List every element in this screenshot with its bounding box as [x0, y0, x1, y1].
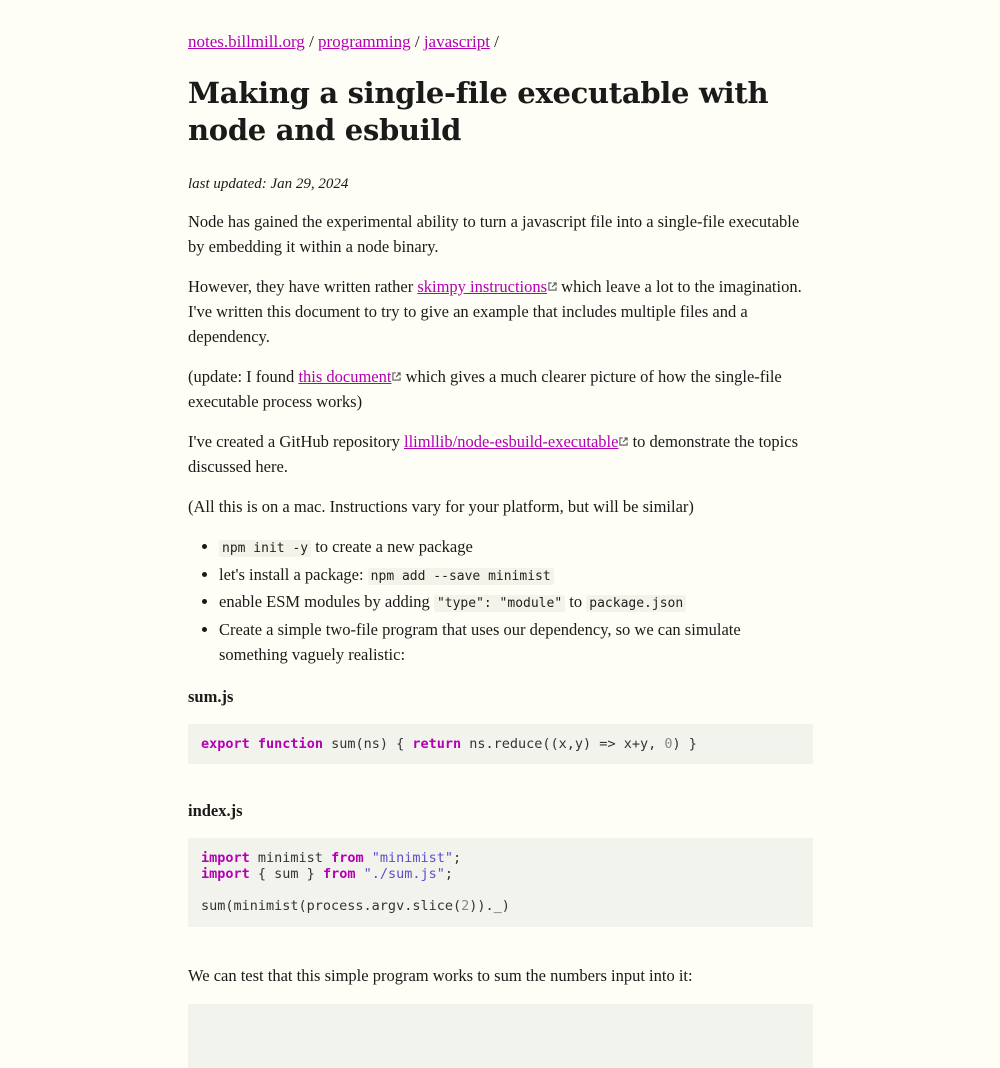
list-item-text: to create a new package — [311, 537, 473, 556]
page-title: Making a single-file executable with node and esbuild — [188, 76, 769, 147]
list-item — [219, 589, 813, 617]
breadcrumb-separator: / — [494, 32, 499, 51]
paragraph-intro: Node has gained the experimental ability to turn a javascript file into a single-file executable by embedding it within a node binary. — [188, 212, 800, 256]
paragraph-text: I've created a GitHub repository — [188, 432, 405, 451]
paragraph-text: However, they have written rather — [188, 277, 418, 296]
inline-code: "type": "module" — [434, 595, 565, 612]
list-item-text: enable ESM modules by adding — [219, 592, 434, 611]
github-repository-link[interactable]: llimllib/node-esbuild-executable — [404, 432, 619, 451]
paragraph-instructions — [188, 274, 813, 349]
paragraph-repository — [188, 429, 813, 479]
code-number: 2 — [461, 897, 470, 914]
code-number: 0 — [664, 735, 673, 752]
code-text: ))._) — [469, 897, 510, 914]
code-keyword: import — [201, 865, 250, 882]
inline-code: package.json — [586, 595, 686, 612]
code-block-test — [188, 1004, 813, 1068]
paragraph-test-intro: We can test that this simple program works to sum the numbers input into it: — [188, 965, 693, 985]
list-item — [219, 534, 813, 562]
breadcrumb-separator: / — [309, 32, 314, 51]
breadcrumb-separator: / — [414, 32, 420, 51]
article — [188, 0, 813, 1068]
last-updated: last updated: Jan 29, 2024 — [188, 176, 349, 192]
paragraph-text: which gives a much clearer picture of how the single-file executable process works) — [188, 367, 782, 411]
code-text: { sum } — [249, 865, 323, 882]
paragraph-text: (update: I found — [188, 367, 299, 386]
breadcrumb — [188, 31, 813, 53]
code-block-sum — [188, 724, 813, 764]
code-keyword: function — [257, 735, 323, 752]
breadcrumb-link-javascript[interactable]: javascript — [423, 32, 490, 51]
code-text: ns.reduce((x,y) => x+y, — [461, 735, 665, 752]
steps-list — [188, 534, 813, 668]
code-text: minimist — [249, 849, 332, 866]
code-keyword: export — [201, 735, 250, 752]
list-item: • Create a simple two-file program that uses our dependency, so we can simulate something vaguely realistic: — [219, 617, 813, 668]
list-item-text: to — [565, 592, 587, 611]
code-keyword: return — [412, 735, 462, 752]
breadcrumb-link-site[interactable]: notes.billmill.org — [188, 32, 305, 51]
code-text: ) } — [672, 735, 697, 752]
code-text: ; — [453, 849, 462, 866]
code-string: "./sum.js" — [363, 865, 445, 882]
code-block-index — [188, 838, 813, 927]
paragraph-update — [188, 364, 813, 414]
sum-js-heading: sum.js — [188, 686, 234, 706]
paragraph-text: to demonstrate the topics discussed here. — [188, 432, 798, 476]
list-item-text: let's install a package: — [219, 564, 368, 584]
paragraph-platform-note: (All this is on a mac. Instructions vary for your platform, but will be similar) — [188, 497, 694, 516]
inline-code: npm init -y — [219, 540, 311, 557]
skimpy-instructions-link[interactable]: skimpy instructions — [417, 277, 548, 296]
code-string: "minimist" — [371, 849, 453, 866]
breadcrumb-link-programming[interactable]: programming — [318, 32, 411, 51]
index-js-heading: index.js — [188, 800, 243, 820]
this-document-link[interactable]: this document — [298, 367, 392, 386]
inline-code: npm add --save minimist — [368, 568, 554, 585]
code-keyword: import — [201, 849, 250, 866]
code-text: sum(ns) { — [322, 735, 413, 752]
code-keyword: from — [322, 865, 356, 882]
code-text: sum(minimist(process.argv.slice( — [201, 897, 462, 914]
list-item — [219, 562, 813, 590]
external-link-icon — [548, 282, 557, 291]
code-text: ; — [444, 865, 454, 882]
paragraph-text: which leave a lot to the imagination. I've written this document to try to give an example that includes multiple files and a dependency. — [188, 277, 802, 346]
code-keyword: from — [331, 849, 364, 866]
